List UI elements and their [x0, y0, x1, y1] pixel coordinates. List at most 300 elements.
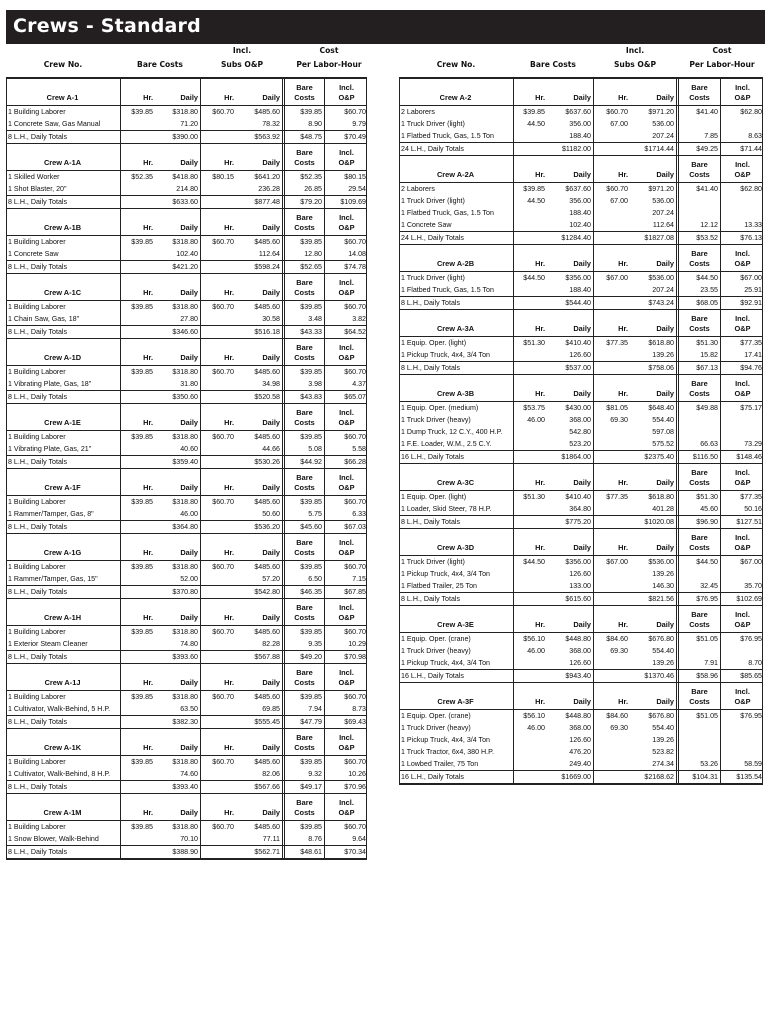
bare-cost-per-labor-hour: 9.32 — [285, 768, 325, 780]
incl-hourly-rate — [594, 362, 630, 374]
resource-row — [400, 402, 762, 414]
incl-daily-cost: 207.24 — [630, 130, 679, 142]
resource-description: 1 Exterior Steam Cleaner — [7, 638, 121, 650]
incl-label: Incl. — [735, 468, 750, 477]
header-subs-op: Subs O&P — [220, 60, 264, 69]
totals-row — [400, 142, 762, 155]
resource-row — [400, 580, 762, 592]
incl-cost-per-labor-hour: $70.96 — [344, 783, 366, 791]
bare-daily-header: Daily — [155, 664, 201, 690]
bare-daily-header: Daily — [155, 534, 201, 560]
bare-hourly-rate: $52.35 — [131, 173, 153, 181]
incl-daily-cost: 139.26 — [630, 657, 679, 669]
incl-cost-per-labor-hour: $60.70 — [344, 628, 366, 636]
bare-daily-cost: $775.20 — [547, 516, 594, 528]
incl-hourly-rate: $60.70 — [212, 758, 234, 766]
incl-label: Incl. — [735, 83, 750, 92]
resource-description: 8 L.H., Daily Totals — [7, 131, 121, 143]
bare-costs-header — [285, 209, 325, 235]
incl-daily-cost: $598.24 — [236, 261, 285, 273]
resource-description: 8 L.H., Daily Totals — [7, 781, 121, 793]
incl-hourly-rate — [201, 846, 236, 858]
incl-daily-cost: $2168.62 — [630, 771, 679, 783]
incl-hourly-rate — [594, 657, 630, 669]
bare-hourly-rate — [514, 130, 547, 142]
incl-daily-cost: 44.66 — [236, 443, 285, 455]
resource-description: 1 Concrete Saw — [7, 248, 121, 260]
bare-hourly-rate — [514, 746, 547, 758]
incl-daily-cost: 30.58 — [236, 313, 285, 325]
incl-daily-cost: $648.40 — [630, 402, 679, 414]
costs-label: Costs — [689, 697, 710, 706]
incl-hourly-rate — [594, 670, 630, 682]
resource-description: 8 L.H., Daily Totals — [400, 297, 514, 309]
bare-cost-per-labor-hour: $76.95 — [679, 593, 721, 605]
resource-description: 1 Building Laborer — [7, 561, 121, 573]
bare-hr-header: Hr. — [535, 478, 545, 487]
resource-description: 1 Lowbed Trailer, 75 Ton — [400, 758, 514, 770]
incl-hourly-rate: 67.00 — [610, 197, 628, 205]
bare-hourly-rate — [121, 183, 155, 195]
incl-cost-per-labor-hour: $148.46 — [736, 453, 762, 461]
incl-hourly-rate — [594, 516, 630, 528]
incl-daily-cost: $485.60 — [236, 366, 285, 378]
crew-name: Crew A-1K — [7, 729, 121, 755]
bare-cost-per-labor-hour: 8.90 — [285, 118, 325, 130]
incl-op-header — [721, 375, 764, 401]
crew-block — [399, 606, 763, 683]
incl-daily-cost: 236.28 — [236, 183, 285, 195]
resource-row — [400, 503, 762, 515]
incl-daily-cost: $516.18 — [236, 326, 285, 338]
bare-costs-header — [285, 79, 325, 105]
bare-daily-cost: 133.00 — [547, 580, 594, 592]
totals-row — [7, 195, 366, 208]
bare-hourly-rate — [121, 573, 155, 585]
incl-label: Incl. — [339, 213, 354, 222]
incl-cost-per-labor-hour: $102.69 — [736, 595, 762, 603]
incl-daily-cost: 536.00 — [630, 118, 679, 130]
bare-hourly-rate — [514, 771, 547, 783]
bare-label: Bare — [296, 603, 313, 612]
resource-description: 8 L.H., Daily Totals — [7, 196, 121, 208]
incl-hr-header: Hr. — [224, 353, 234, 362]
costs-label: Costs — [689, 170, 710, 179]
bare-hr-header: Hr. — [143, 93, 153, 102]
bare-hourly-rate: 44.50 — [527, 120, 545, 128]
crew-name: Crew A-1G — [7, 534, 121, 560]
incl-hourly-rate: $60.70 — [212, 368, 234, 376]
bare-daily-cost: $448.80 — [547, 633, 594, 645]
resource-row — [7, 691, 366, 703]
bare-hourly-rate: $39.85 — [523, 185, 545, 193]
incl-cost-per-labor-hour: $60.70 — [344, 563, 366, 571]
bare-daily-cost: 126.60 — [547, 734, 594, 746]
resource-description: 1 Equip. Oper. (crane) — [400, 633, 514, 645]
crew-header-row — [7, 404, 366, 431]
bare-daily-cost: 368.00 — [547, 722, 594, 734]
incl-cost-per-labor-hour: 9.64 — [352, 835, 366, 843]
op-label: O&P — [338, 158, 355, 167]
bare-hr-header: Hr. — [535, 697, 545, 706]
incl-hourly-rate — [201, 573, 236, 585]
totals-row — [400, 669, 762, 682]
right-column — [399, 46, 763, 785]
incl-hr-header: Hr. — [618, 389, 628, 398]
bare-hourly-rate — [121, 313, 155, 325]
bare-cost-per-labor-hour — [679, 414, 721, 426]
resource-row — [400, 426, 762, 438]
costs-label: Costs — [689, 259, 710, 268]
incl-cost-per-labor-hour: $70.49 — [344, 133, 366, 141]
bare-daily-cost: 71.20 — [155, 118, 201, 130]
incl-daily-cost: 401.28 — [630, 503, 679, 515]
incl-daily-header: Daily — [236, 664, 285, 690]
incl-cost-per-labor-hour: $66.28 — [344, 458, 366, 466]
bare-cost-per-labor-hour — [679, 568, 721, 580]
bare-daily-cost: 74.80 — [155, 638, 201, 650]
incl-daily-cost: 207.24 — [630, 284, 679, 296]
incl-hourly-rate — [201, 196, 236, 208]
incl-hr-header: Hr. — [224, 678, 234, 687]
incl-cost-per-labor-hour: 4.37 — [352, 380, 366, 388]
bare-daily-cost: $318.80 — [155, 236, 201, 248]
resource-description: 2 Laborers — [400, 106, 514, 118]
bare-label: Bare — [296, 473, 313, 482]
bare-label: Bare — [296, 733, 313, 742]
incl-hourly-rate — [594, 568, 630, 580]
resource-row — [7, 118, 366, 130]
incl-daily-cost: $743.24 — [630, 297, 679, 309]
incl-hr-header: Hr. — [224, 93, 234, 102]
resource-row — [400, 568, 762, 580]
incl-hr-header: Hr. — [224, 548, 234, 557]
bare-cost-per-labor-hour: $48.61 — [285, 846, 325, 858]
bare-daily-cost: $1864.00 — [547, 451, 594, 463]
incl-label: Incl. — [339, 408, 354, 417]
incl-daily-cost: $1714.44 — [630, 143, 679, 155]
bare-hourly-rate — [121, 716, 155, 728]
bare-hr-header: Hr. — [535, 543, 545, 552]
incl-cost-per-labor-hour: $60.70 — [344, 758, 366, 766]
crew-name: Crew A-1F — [7, 469, 121, 495]
bare-daily-cost: $318.80 — [155, 561, 201, 573]
incl-daily-cost: $520.58 — [236, 391, 285, 403]
incl-daily-cost: $542.80 — [236, 586, 285, 598]
incl-op-header — [325, 534, 368, 560]
bare-hourly-rate — [121, 326, 155, 338]
crew-header-row — [7, 534, 366, 561]
bare-cost-per-labor-hour: $49.20 — [285, 651, 325, 663]
bare-cost-per-labor-hour: 5.08 — [285, 443, 325, 455]
resource-description: 1 Snow Blower, Walk-Behind — [7, 833, 121, 845]
resource-description: 1 F.E. Loader, W.M., 2.5 C.Y. — [400, 438, 514, 450]
incl-daily-header: Daily — [630, 464, 679, 490]
crew-header-row — [400, 464, 762, 491]
incl-hourly-rate: $77.35 — [606, 339, 628, 347]
bare-hourly-rate — [514, 451, 547, 463]
incl-hr-header: Hr. — [618, 478, 628, 487]
incl-label: Incl. — [339, 603, 354, 612]
bare-hourly-rate — [121, 521, 155, 533]
op-label: O&P — [734, 389, 751, 398]
incl-daily-header: Daily — [630, 529, 679, 555]
incl-hr-header: Hr. — [618, 170, 628, 179]
bare-costs-header — [285, 144, 325, 170]
bare-daily-cost: $633.60 — [155, 196, 201, 208]
resource-row — [400, 438, 762, 450]
bare-daily-cost: $318.80 — [155, 626, 201, 638]
bare-daily-cost: $390.00 — [155, 131, 201, 143]
bare-cost-per-labor-hour — [679, 746, 721, 758]
left-column — [6, 46, 367, 860]
incl-daily-cost: 82.28 — [236, 638, 285, 650]
incl-daily-cost: 139.26 — [630, 734, 679, 746]
crew-header-row — [7, 599, 366, 626]
bare-cost-per-labor-hour: 26.85 — [285, 183, 325, 195]
resource-row — [400, 349, 762, 361]
totals-row — [7, 325, 366, 338]
resource-description: 1 Building Laborer — [7, 236, 121, 248]
bare-label: Bare — [691, 83, 708, 92]
resource-row — [7, 443, 366, 455]
resource-description: 1 Equip. Oper. (light) — [400, 337, 514, 349]
bare-daily-cost: 188.40 — [547, 207, 594, 219]
incl-daily-cost: $563.92 — [236, 131, 285, 143]
resource-row — [400, 414, 762, 426]
bare-costs-header — [679, 375, 721, 401]
crew-name: Crew A-2B — [400, 245, 514, 271]
incl-hr-header: Hr. — [224, 158, 234, 167]
crew-header-row — [7, 274, 366, 301]
resource-row — [7, 431, 366, 443]
incl-cost-per-labor-hour: 8.73 — [352, 705, 366, 713]
bare-hourly-rate — [514, 580, 547, 592]
totals-row — [7, 715, 366, 728]
crew-block — [399, 310, 763, 375]
bare-cost-per-labor-hour: $43.83 — [285, 391, 325, 403]
bare-cost-per-labor-hour: $39.85 — [285, 691, 325, 703]
incl-hr-header: Hr. — [224, 808, 234, 817]
incl-daily-cost: $485.60 — [236, 691, 285, 703]
bare-cost-per-labor-hour: $39.85 — [285, 236, 325, 248]
bare-daily-cost: $393.40 — [155, 781, 201, 793]
incl-label: Incl. — [339, 148, 354, 157]
bare-costs-header — [285, 469, 325, 495]
bare-daily-cost: 364.80 — [547, 503, 594, 515]
incl-hr-header: Hr. — [618, 324, 628, 333]
incl-cost-per-labor-hour: 25.91 — [744, 286, 762, 294]
bare-cost-per-labor-hour: 7.94 — [285, 703, 325, 715]
bare-label: Bare — [691, 533, 708, 542]
incl-daily-header: Daily — [630, 79, 679, 105]
resource-row — [400, 219, 762, 231]
header-per-labor-hour: Per Labor-Hour — [689, 60, 755, 69]
bare-daily-cost: 27.80 — [155, 313, 201, 325]
incl-op-header — [721, 245, 764, 271]
bare-hr-header: Hr. — [143, 418, 153, 427]
incl-label: Incl. — [339, 473, 354, 482]
incl-hourly-rate — [594, 734, 630, 746]
incl-daily-cost: 554.40 — [630, 722, 679, 734]
bare-hourly-rate — [514, 284, 547, 296]
resource-description: 1 Pickup Truck, 4x4, 3/4 Ton — [400, 568, 514, 580]
incl-daily-header: Daily — [236, 209, 285, 235]
op-label: O&P — [734, 93, 751, 102]
bare-daily-cost: $318.80 — [155, 756, 201, 768]
bare-daily-cost: $1284.40 — [547, 232, 594, 244]
header-subs-op: Subs O&P — [613, 60, 657, 69]
bare-hourly-rate: $39.85 — [131, 433, 153, 441]
resource-description: 1 Flatbed Truck, Gas, 1.5 Ton — [400, 207, 514, 219]
bare-label: Bare — [691, 468, 708, 477]
totals-row — [400, 231, 762, 244]
bare-daily-cost: $410.40 — [547, 491, 594, 503]
bare-cost-per-labor-hour: $44.50 — [679, 272, 721, 284]
resource-description: 1 Building Laborer — [7, 366, 121, 378]
incl-daily-header: Daily — [630, 683, 679, 709]
bare-cost-per-labor-hour: 12.12 — [679, 219, 721, 231]
resource-description: 1 Truck Tractor, 6x4, 380 H.P. — [400, 746, 514, 758]
resource-description: 1 Vibrating Plate, Gas, 21" — [7, 443, 121, 455]
bare-daily-cost: $318.80 — [155, 106, 201, 118]
bare-hourly-rate — [121, 131, 155, 143]
op-label: O&P — [338, 223, 355, 232]
op-label: O&P — [734, 259, 751, 268]
bare-cost-per-labor-hour: $67.13 — [679, 362, 721, 374]
bare-daily-cost: $359.40 — [155, 456, 201, 468]
totals-row — [7, 130, 366, 143]
resource-row — [7, 313, 366, 325]
op-label: O&P — [734, 478, 751, 487]
incl-hourly-rate — [201, 391, 236, 403]
incl-hourly-rate — [201, 131, 236, 143]
incl-hr-header: Hr. — [618, 620, 628, 629]
bare-cost-per-labor-hour: $39.85 — [285, 366, 325, 378]
incl-hr-header: Hr. — [224, 483, 234, 492]
bare-daily-cost: 476.20 — [547, 746, 594, 758]
bare-hr-header: Hr. — [143, 158, 153, 167]
crew-block — [6, 664, 367, 729]
incl-cost-per-labor-hour: 10.26 — [348, 770, 366, 778]
bare-daily-cost: $637.60 — [547, 106, 594, 118]
resource-row — [400, 734, 762, 746]
bare-hourly-rate: $56.10 — [523, 635, 545, 643]
bare-cost-per-labor-hour: $51.30 — [679, 337, 721, 349]
bare-hr-header: Hr. — [143, 743, 153, 752]
incl-op-header — [721, 683, 764, 709]
bare-daily-header: Daily — [547, 79, 594, 105]
title-bar — [6, 10, 765, 44]
bare-hr-header: Hr. — [535, 389, 545, 398]
incl-hourly-rate — [594, 451, 630, 463]
bare-cost-per-labor-hour: $43.33 — [285, 326, 325, 338]
resource-row — [7, 573, 366, 585]
bare-daily-cost: $393.60 — [155, 651, 201, 663]
bare-hourly-rate: $39.85 — [131, 303, 153, 311]
incl-cost-per-labor-hour: $67.00 — [740, 558, 762, 566]
incl-hourly-rate — [201, 833, 236, 845]
costs-label: Costs — [689, 324, 710, 333]
resource-row — [7, 248, 366, 260]
resource-description: 1 Flatbed Trailer, 25 Ton — [400, 580, 514, 592]
incl-label: Incl. — [339, 668, 354, 677]
incl-cost-per-labor-hour: $62.80 — [740, 185, 762, 193]
crew-name: Crew A-1 — [7, 79, 121, 105]
resource-description: 1 Chain Saw, Gas, 18" — [7, 313, 121, 325]
totals-row — [400, 450, 762, 463]
resource-row — [400, 758, 762, 770]
bare-hourly-rate — [514, 207, 547, 219]
resource-description: 1 Concrete Saw, Gas Manual — [7, 118, 121, 130]
incl-cost-per-labor-hour: 5.58 — [352, 445, 366, 453]
bare-cost-per-labor-hour: $45.60 — [285, 521, 325, 533]
resource-row — [7, 496, 366, 508]
bare-cost-per-labor-hour: 7.85 — [679, 130, 721, 142]
resource-description: 1 Truck Driver (light) — [400, 195, 514, 207]
totals-row — [400, 592, 762, 605]
bare-daily-cost: $356.00 — [547, 556, 594, 568]
incl-daily-cost: $2375.40 — [630, 451, 679, 463]
resource-description: 1 Equip. Oper. (light) — [400, 491, 514, 503]
incl-op-header — [325, 664, 368, 690]
incl-cost-per-labor-hour: $64.52 — [344, 328, 366, 336]
incl-label: Incl. — [735, 249, 750, 258]
incl-cost-per-labor-hour: 50.16 — [744, 505, 762, 513]
bare-daily-cost: 70.10 — [155, 833, 201, 845]
bare-hourly-rate: $44.50 — [523, 558, 545, 566]
totals-row — [7, 455, 366, 468]
incl-hr-header: Hr. — [224, 288, 234, 297]
bare-daily-header: Daily — [547, 529, 594, 555]
incl-daily-cost: $971.20 — [630, 106, 679, 118]
bare-cost-per-labor-hour: 15.82 — [679, 349, 721, 361]
totals-row — [400, 770, 762, 783]
resource-description: 1 Truck Driver (light) — [400, 556, 514, 568]
incl-cost-per-labor-hour: $60.70 — [344, 303, 366, 311]
bare-cost-per-labor-hour — [679, 734, 721, 746]
bare-hr-header: Hr. — [143, 548, 153, 557]
resource-row — [400, 337, 762, 349]
incl-hourly-rate: $84.60 — [606, 635, 628, 643]
incl-daily-cost: $485.60 — [236, 496, 285, 508]
op-label: O&P — [338, 743, 355, 752]
incl-hourly-rate — [201, 716, 236, 728]
resource-row — [400, 130, 762, 142]
incl-hr-header: Hr. — [618, 697, 628, 706]
resource-description: 8 L.H., Daily Totals — [7, 716, 121, 728]
bare-daily-cost: 74.60 — [155, 768, 201, 780]
bare-daily-header: Daily — [547, 310, 594, 336]
crew-header-row — [7, 339, 366, 366]
incl-daily-cost: 78.32 — [236, 118, 285, 130]
incl-hourly-rate — [594, 130, 630, 142]
incl-hourly-rate: $60.70 — [212, 238, 234, 246]
bare-daily-header: Daily — [547, 683, 594, 709]
incl-hourly-rate — [201, 378, 236, 390]
crew-header-row — [7, 729, 366, 756]
incl-cost-per-labor-hour: 17.41 — [744, 351, 762, 359]
incl-op-header — [325, 404, 368, 430]
op-label: O&P — [734, 697, 751, 706]
incl-cost-per-labor-hour: $94.76 — [740, 364, 762, 372]
bare-hourly-rate — [514, 670, 547, 682]
resource-description: 8 L.H., Daily Totals — [7, 326, 121, 338]
resource-row — [7, 756, 366, 768]
incl-daily-header: Daily — [236, 469, 285, 495]
incl-daily-header: Daily — [236, 599, 285, 625]
incl-hourly-rate — [594, 503, 630, 515]
